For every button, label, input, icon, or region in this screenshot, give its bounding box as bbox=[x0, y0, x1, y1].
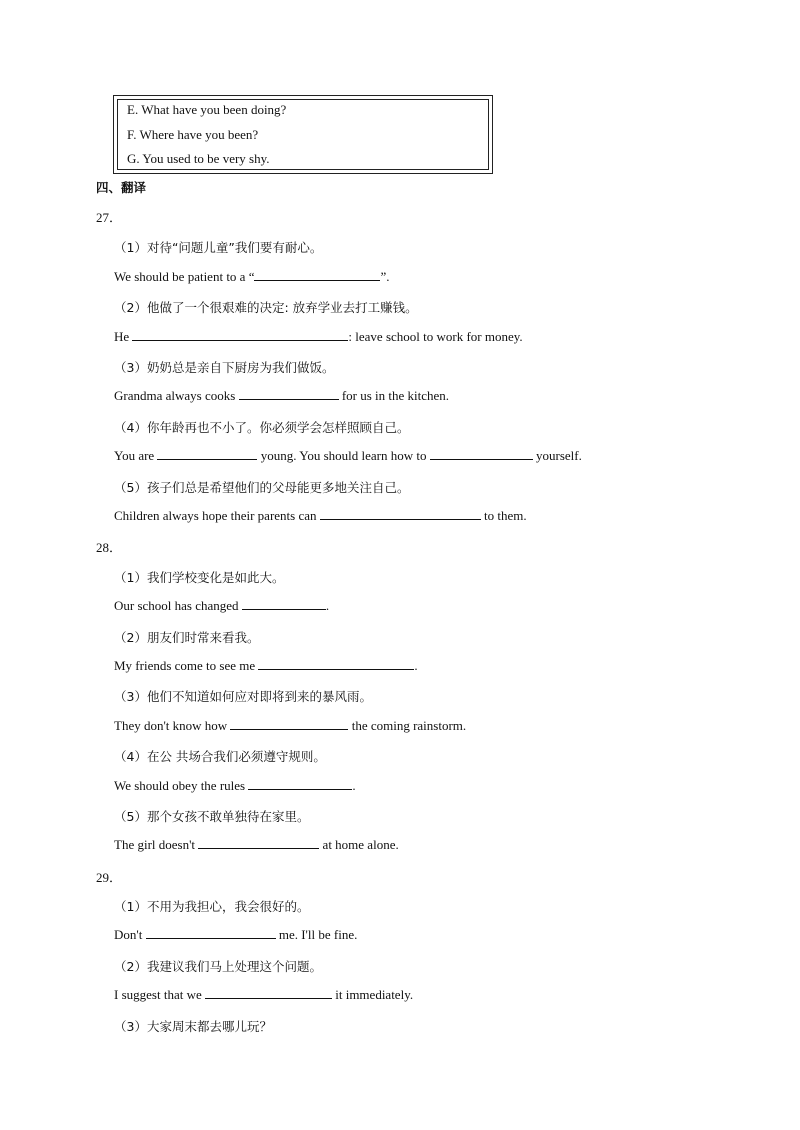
q27-item1-chinese: （1）对待“问题儿童”我们要有耐心。 bbox=[114, 240, 323, 255]
sentence-text: They don't know how bbox=[114, 718, 231, 733]
sentence-text: I suggest that we bbox=[114, 987, 205, 1002]
options-box-inner-border bbox=[117, 99, 489, 170]
sentence-text: . bbox=[352, 778, 356, 793]
sentence-text: ”. bbox=[380, 269, 390, 284]
sentence-text: My friends come to see me bbox=[114, 658, 259, 673]
option-e: E. What have you been doing? bbox=[127, 102, 287, 117]
q28-item4-chinese: （4）在公 共场合我们必须遵守规则。 bbox=[114, 749, 326, 764]
q27-item3-english bbox=[114, 387, 449, 404]
sentence-text: The girl doesn't bbox=[114, 837, 199, 852]
q28-item3-chinese: （3）他们不知道如何应对即将到来的暴风雨。 bbox=[114, 689, 372, 704]
q27-item4-chinese: （4）你年龄再也不小了。你必须学会怎样照顾自己。 bbox=[114, 420, 410, 435]
q27-item2-english bbox=[114, 328, 523, 345]
sentence-text: Grandma always cooks bbox=[114, 388, 239, 403]
option-f: F. Where have you been? bbox=[127, 127, 259, 142]
sentence-text: young. You should learn how to bbox=[257, 448, 430, 463]
answer-blank[interactable] bbox=[230, 717, 348, 730]
sentence-text: for us in the kitchen. bbox=[338, 388, 450, 403]
sentence-text: We should obey the rules bbox=[114, 778, 249, 793]
q27-item3-chinese: （3）奶奶总是亲自下厨房为我们做饭。 bbox=[114, 360, 335, 375]
q28-item5-english bbox=[114, 836, 399, 853]
question-number-29: 29． bbox=[96, 870, 123, 885]
q27-item5-chinese: （5）孩子们总是希望他们的父母能更多地关注自己。 bbox=[114, 480, 410, 495]
answer-blank[interactable] bbox=[430, 447, 533, 460]
sentence-text: . bbox=[325, 598, 330, 613]
answer-blank[interactable] bbox=[320, 507, 481, 520]
q28-item2-english bbox=[114, 657, 418, 674]
answer-blank[interactable] bbox=[205, 986, 332, 999]
q27-item5-english bbox=[114, 507, 527, 524]
answer-blank[interactable] bbox=[146, 926, 276, 939]
sentence-text: He bbox=[114, 329, 133, 344]
answer-blank[interactable] bbox=[242, 597, 326, 610]
sentence-text: You are bbox=[114, 448, 158, 463]
q29-item2-english bbox=[114, 986, 413, 1003]
answer-blank[interactable] bbox=[254, 268, 380, 281]
answer-blank[interactable] bbox=[132, 328, 348, 341]
sentence-text: yourself. bbox=[532, 448, 582, 463]
sentence-text: Children always hope their parents can bbox=[114, 508, 320, 523]
sentence-text: it immediately. bbox=[331, 987, 414, 1002]
sentence-text: me. I'll be fine. bbox=[275, 927, 358, 942]
q28-item5-chinese: （5）那个女孩不敢单独待在家里。 bbox=[114, 809, 310, 824]
sentence-text: : leave school to work for money. bbox=[348, 329, 523, 344]
question-number-27: 27． bbox=[96, 210, 123, 225]
answer-blank[interactable] bbox=[157, 447, 257, 460]
q27-item2-chinese: （2）他做了一个很艰难的决定: 放弃学业去打工赚钱。 bbox=[114, 300, 418, 315]
option-g: G. You used to be very shy. bbox=[127, 151, 270, 166]
sentence-text: the coming rainstorm. bbox=[348, 718, 467, 733]
q29-item1-english bbox=[114, 926, 357, 943]
sentence-text: Don't bbox=[114, 927, 146, 942]
q28-item1-english bbox=[114, 597, 329, 614]
answer-blank[interactable] bbox=[248, 777, 352, 790]
answer-blank[interactable] bbox=[258, 657, 414, 670]
sentence-text: to them. bbox=[480, 508, 527, 523]
q28-item3-english bbox=[114, 717, 466, 734]
sentence-text: . bbox=[414, 658, 418, 673]
q27-item4-english bbox=[114, 447, 582, 464]
answer-blank[interactable] bbox=[198, 836, 319, 849]
options-box bbox=[113, 95, 493, 174]
section-title: 四、翻译 bbox=[96, 180, 147, 195]
q29-item1-chinese: （1）不用为我担心，我会很好的。 bbox=[114, 899, 310, 914]
q28-item2-chinese: （2）朋友们时常来看我。 bbox=[114, 630, 260, 645]
q27-item1-english bbox=[114, 268, 390, 285]
sentence-text: We should be patient to a “ bbox=[114, 269, 255, 284]
question-number-28: 28． bbox=[96, 540, 123, 555]
q28-item4-english bbox=[114, 777, 356, 794]
sentence-text: at home alone. bbox=[319, 837, 399, 852]
q29-item3-chinese: （3）大家周末都去哪儿玩？ bbox=[114, 1019, 272, 1034]
q28-item1-chinese: （1）我们学校变化是如此大。 bbox=[114, 570, 285, 585]
answer-blank[interactable] bbox=[239, 387, 339, 400]
q29-item2-chinese: （2）我建议我们马上处理这个问题。 bbox=[114, 959, 322, 974]
sentence-text: Our school has changed bbox=[114, 598, 242, 613]
